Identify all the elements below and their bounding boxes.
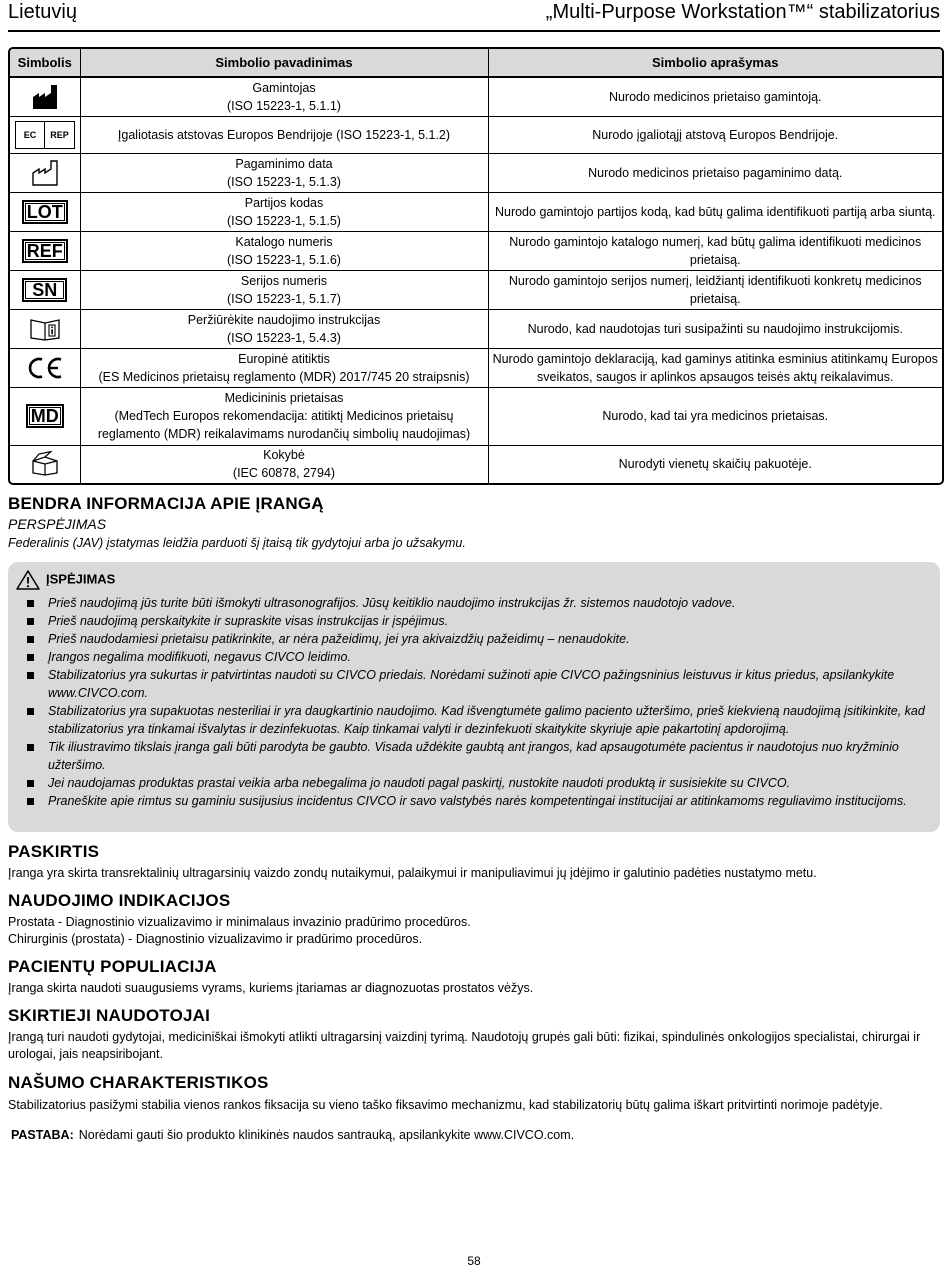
lot-icon: LOT (22, 200, 68, 224)
warning-item: Stabilizatorius yra supakuotas nesteriliai ir yra daugkartinio naudojimo. Kad išvengtumėte galimo paciento užteršimo, prieš kiekvieną naudojimą įsitikinkite, kad stabilizatorius yra tinkamai išvalytas ir dezinfekuotas. Kaip tinkamai valyti ir dezinfekuoti skaitykite skyriuje apie pakartotinį apdorojimą. (8, 702, 928, 738)
symbol-name-cell (80, 153, 488, 192)
symbol-description: Nurodo, kad tai yra medicinos prietaisas. (488, 387, 942, 445)
symbols-table (8, 47, 944, 485)
symbol-standard: (ISO 15223-1, 5.4.3) (227, 330, 341, 345)
symbol-name: Gamintojas (252, 80, 316, 95)
symbol-standard: (ES Medicinos prietaisų reglamento (MDR) 2017/745 20 straipsnis) (98, 369, 470, 384)
table-row (10, 231, 942, 270)
symbol-name-cell (80, 77, 488, 116)
symbol-name-cell (80, 270, 488, 309)
warning-item: Įrangos negalima modifikuoti, negavus CIVCO leidimo. (8, 648, 928, 666)
symbol-name: Įgaliotasis atstovas Europos Bendrijoje (ISO 15223-1, 5.1.2) (117, 127, 451, 142)
table-row (10, 309, 942, 348)
symbol-cell (10, 77, 80, 116)
product-title: „Multi-Purpose Workstation™“ stabilizatorius (545, 1, 940, 23)
warning-triangle-icon (16, 570, 40, 590)
table-row (10, 77, 942, 116)
symbol-description: Nurodo medicinos prietaiso pagaminimo datą. (488, 153, 942, 192)
warning-header (16, 570, 115, 590)
warning-item: Prieš naudojimą jūs turite būti išmokyti ultrasonografijos. Jūsų keitiklio naudojimo instrukcijas žr. sistemos naudotojo vadove. (8, 594, 928, 612)
indications-line: Chirurginis (prostata) - Diagnostinio vizualizavimo ir pradūrimo procedūros. (8, 932, 423, 946)
symbol-name: Pagaminimo data (235, 156, 333, 171)
warning-list (8, 594, 928, 810)
warning-box (8, 562, 940, 832)
warning-item: Stabilizatorius yra sukurtas ir patvirtintas naudoti su CIVCO priedais. Norėdami sužinoti apie CIVCO pažingsninius leistuvus ir kitus priedus, apsilankykite www.CIVCO.com. (8, 666, 928, 702)
symbol-name-cell (80, 116, 488, 153)
symbol-description: Nurodo gamintojo partijos kodą, kad būtų galima identifikuoti partiją arba siuntą. (488, 192, 942, 231)
symbol-standard: (ISO 15223-1, 5.1.3) (227, 174, 341, 189)
symbol-cell (10, 445, 80, 483)
table-row (10, 153, 942, 192)
symbol-name-cell (80, 231, 488, 270)
note (11, 1128, 574, 1142)
indications-heading: NAUDOJIMO INDIKACIJOS (8, 891, 231, 910)
symbol-cell (10, 153, 80, 192)
symbol-standard: (ISO 15223-1, 5.1.6) (227, 252, 341, 267)
symbol-name-cell (80, 445, 488, 483)
symbol-name-cell (80, 309, 488, 348)
column-header: Simbolio aprašymas (488, 49, 942, 77)
ce-mark-icon (26, 356, 64, 380)
table-row (10, 387, 942, 445)
caution-text: Federalinis (JAV) įstatymas leidžia parduoti šį įtaisą tik gydytojui arba jo užsakymu. (8, 536, 466, 550)
purpose-text: Įranga yra skirta transrektalinių ultragarsinių vaizdo zondų nutaikymui, palaikymui ir manipuliavimui jų įdėjimo ir galutinio padėties nustatymo metu. (8, 866, 817, 880)
symbol-name: Kokybė (263, 448, 305, 463)
table-header-row (10, 49, 942, 77)
column-header: Simbolio pavadinimas (80, 49, 488, 77)
warning-item: Jei naudojamas produktas prastai veikia arba nebegalima jo naudoti pagal paskirtį, nustokite naudoti produktą ir susisiekite su CIVCO. (8, 774, 928, 792)
symbol-description: Nurodo medicinos prietaiso gamintoją. (488, 77, 942, 116)
symbol-cell (10, 116, 80, 153)
caution-label: PERSPĖJIMAS (8, 516, 107, 532)
note-text: Norėdami gauti šio produkto klinikinės naudos santrauką, apsilankykite www.CIVCO.com. (78, 1128, 575, 1142)
symbol-standard: (IEC 60878, 2794) (232, 466, 336, 481)
symbol-cell (10, 387, 80, 445)
symbol-cell (10, 192, 80, 231)
symbol-cell (10, 309, 80, 348)
consult-instructions-icon (29, 317, 61, 341)
warning-item: Tik iliustravimo tikslais įranga gali būti parodyta be gaubto. Visada uždėkite gaubtą ant įrangos, kad apsaugotumėte pacientus ir naudotojus nuo kryžminio užteršimo. (8, 738, 928, 774)
performance-text: Stabilizatorius pasižymi stabilia vienos rankos fiksacija su vieno taško fiksavimo mechanizmu, kad stabilizatorių būtų galima iškart pritvirtinti norimoje padėtyje. (8, 1098, 883, 1112)
table-row (10, 192, 942, 231)
symbol-name-cell (80, 387, 488, 445)
symbol-name-cell (80, 192, 488, 231)
symbol-description: Nurodo gamintojo serijos numerį, leidžiantį identifikuoti konkretų medicinos prietaisą. (488, 270, 942, 309)
manufacturer-icon (31, 83, 59, 111)
symbol-name: Medicininis prietaisas (224, 391, 344, 405)
warning-item: Prieš naudojimą perskaitykite ir supraskite visas instrukcijas ir įspėjimus. (8, 612, 928, 630)
performance-heading: NAŠUMO CHARAKTERISTIKOS (8, 1073, 269, 1092)
note-label: PASTABA: (11, 1128, 74, 1142)
symbol-standard: (ISO 15223-1, 5.1.1) (227, 98, 341, 113)
users-text: Įrangą turi naudoti gydytojai, mediciniškai išmokyti atlikti ultragarsinį vaizdinį tyrimą. Naudotojų grupės gali būti: fizikai, spindulinės onkologijos specialistai, chirurgai ir urologai, jais neapsiribojant. (8, 1030, 921, 1061)
table-row (10, 445, 942, 483)
table-row (10, 348, 942, 387)
document-page (8, 0, 940, 1267)
symbol-standard: (ISO 15223-1, 5.1.5) (227, 213, 341, 228)
symbol-cell (10, 348, 80, 387)
language-label: Lietuvių (8, 1, 77, 23)
symbol-name: Partijos kodas (244, 195, 324, 210)
population-heading: PACIENTŲ POPULIACIJA (8, 957, 217, 976)
symbol-name: Katalogo numeris (235, 234, 333, 249)
symbol-description: Nurodo įgaliotąjį atstovą Europos Bendrijoje. (488, 116, 942, 153)
symbol-cell (10, 270, 80, 309)
symbol-description: Nurodo, kad naudotojas turi susipažinti su naudojimo instrukcijomis. (488, 309, 942, 348)
warning-item: Praneškite apie rimtus su gaminiu susijusius incidentus CIVCO ir savo valstybės narės kompetentingai institucijai ar atitinkamoms reguliavimo institucijoms. (8, 792, 928, 810)
users-heading: SKIRTIEJI NAUDOTOJAI (8, 1006, 211, 1025)
column-header: Simbolis (10, 49, 80, 77)
symbol-cell (10, 231, 80, 270)
symbol-description: Nurodo gamintojo deklaraciją, kad gaminys atitinka esminius atitinkamų Europos sveikatos, saugos ir aplinkos apsaugos teisės aktų reikalavimus. (488, 348, 942, 387)
table-row (10, 116, 942, 153)
package-quantity-icon (29, 451, 61, 477)
symbol-description: Nurodo gamintojo katalogo numerį, kad būtų galima identifikuoti medicinos prietaisą. (488, 231, 942, 270)
page-number: 58 (467, 1254, 481, 1268)
ref-icon: REF (22, 239, 68, 263)
indications-line: Prostata - Diagnostinio vizualizavimo ir minimalaus invazinio pradūrimo procedūros. (8, 915, 471, 929)
md-icon: MD (26, 404, 64, 428)
warning-title: ĮSPĖJIMAS (46, 571, 116, 587)
page-header (8, 0, 940, 32)
warning-item: Prieš naudodamiesi prietaisu patikrinkite, ar nėra pažeidimų, jei yra akivaizdžių pažeidimų – nenaudokite. (8, 630, 928, 648)
date-of-manufacture-icon (31, 159, 59, 187)
symbol-standard: (ISO 15223-1, 5.1.7) (227, 291, 341, 306)
purpose-heading: PASKIRTIS (8, 842, 100, 861)
symbol-name: Peržiūrėkite naudojimo instrukcijas (187, 312, 381, 327)
symbol-name: Europinė atitiktis (238, 351, 330, 366)
symbol-name-cell (80, 348, 488, 387)
symbol-description: Nurodyti vienetų skaičių pakuotėje. (618, 457, 812, 472)
symbol-standard: (MedTech Europos rekomendacija: atitiktį Medicinos prietaisų reglamento (MDR) reikalavimams nurodančių simbolių naudojimas) (97, 409, 471, 441)
table-row (10, 270, 942, 309)
population-text: Įranga skirta naudoti suaugusiems vyrams, kuriems įtariamas ar diagnozuotas prostatos vėžys. (8, 981, 534, 995)
symbol-name: Serijos numeris (240, 273, 328, 288)
ec-rep-icon: EC REP (15, 121, 75, 149)
general-heading: BENDRA INFORMACIJA APIE ĮRANGĄ (8, 494, 324, 513)
sn-icon: SN (22, 278, 67, 302)
